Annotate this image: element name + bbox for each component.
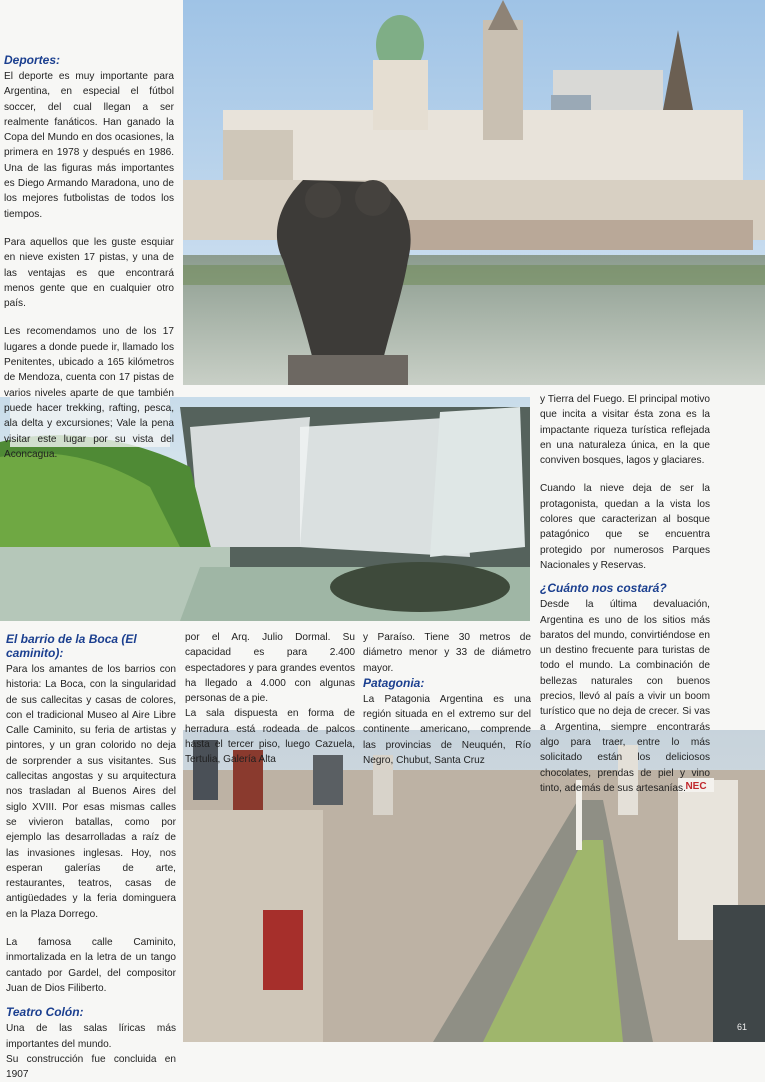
boca-paragraph-2: La famosa calle Caminito, inmortalizada en la letra de un tango cantado por Gardel, del compositor Juan de Dios Filiberto. xyxy=(6,937,176,994)
deportes-heading: Deportes: xyxy=(4,53,61,67)
boca-paragraph-1: Para los amantes de los barrios con historia: La Boca, con la singularidad de sus callecitas y casas de colores, con el tradicional Museo al Aire Libre Calle Caminito, su feria de artistas y pintores, y un gran colorido no deja de sorprender a sus visitantes. Sus callecitas angostas y su arquitectura nos trasladan al Buenos Aires del siglo XVIII. Por esas mismas calles se vivieron batallas, como por ejemplo las desarrolladas a raíz de las invasiones inglesas. Hoy, nos esperan galerías de arte, restaurantes, teatros, casas de antigüedades y la feria dominguera en la Plaza Dorrego. xyxy=(6,664,176,920)
patagonia-continued-paragraph-1: y Tierra del Fuego. El principal motivo que incita a visitar ésta zona es la impactante riqueza turística reflejada en una naturaleza única, en la que conviven bosques, lagos y glaciares. xyxy=(540,394,710,467)
deportes-section xyxy=(4,53,174,462)
patagonia-heading: Patagonia: xyxy=(363,675,425,690)
patagonia-section xyxy=(363,630,531,768)
colon-continued-paragraph-2: La sala dispuesta en forma de herradura está rodeada de palcos hasta el tercer piso, luego Cazuela, Tertulia, Galería Alta xyxy=(185,708,355,766)
patagonia-continued-section xyxy=(540,392,710,796)
costo-heading: ¿Cuánto nos costará? xyxy=(540,581,667,596)
patagonia-continued-paragraph-2: Cuando la nieve deja de ser la protagonista, quedan a la vista los colores que caracterizan al bosque patagónico que se encuentra protegido por numerosos Parques Nacionales y Reservas. xyxy=(540,483,710,571)
boca-section xyxy=(6,632,176,1082)
congress-photo xyxy=(183,0,765,385)
colon-continued-section xyxy=(185,630,355,768)
boca-heading: El barrio de la Boca (El caminito): xyxy=(6,632,137,660)
teatro-colon-paragraph-2: Su construcción fue concluida en 1907 xyxy=(6,1053,176,1081)
teatro-colon-paragraph-1: Una de las salas líricas más importantes del mundo. xyxy=(6,1023,176,1050)
page-number: 61 xyxy=(736,1022,747,1032)
nec-billboard-text: NEC xyxy=(685,781,707,792)
teatro-colon-heading: Teatro Colón: xyxy=(6,1005,84,1020)
deportes-paragraph-3: Les recomendamos uno de los 17 lugares a donde puede ir, llamado los Penitentes, ubicado a 165 kilómetros de Mendoza, cuenta con 17 pistas de varios niveles aparte de que también puede hacer trekking, rafting, pesca, ala delta y excursiones; Vale la pena visitar este lugar por su vista del Aconcagua. xyxy=(4,326,174,460)
deportes-paragraph-2: Para aquellos que les guste esquiar en nieve existen 17 pistas, y una de las ventajas es que encontrará menos gente que en cualquier otro país. xyxy=(4,236,174,310)
deportes-paragraph-1: El deporte es muy importante para Argentina, en especial el fútbol soccer, del cual llegan a ser realmente fanáticos. Han ganado la Copa del Mundo en dos ocasiones, la primera en 1978 y después en 1986. Una de las figuras más importantes es Diego Armando Maradona, uno de los mejores futbolistas de todos los tiempos. xyxy=(4,71,174,220)
colon-continued-paragraph-3: y Paraíso. Tiene 30 metros de diámetro menor y 33 de diámetro mayor. xyxy=(363,632,531,674)
patagonia-paragraph-1: La Patagonia Argentina es una región situada en el extremo sur del continente americano, comprende las provincias de Neuquén, Río Negro, Chubut, Santa Cruz xyxy=(363,693,531,767)
colon-continued-paragraph-1: por el Arq. Julio Dormal. Su capacidad es para 2.400 espectadores y para grandes eventos ha llegado a 4.000 con algunas personas de a pie. xyxy=(185,632,355,705)
costo-paragraph-1: Desde la última devaluación, Argentina es uno de los sitios más baratos del mundo, convirtiéndose en un destino frecuente para turistas de todo el mundo. La combinación de bellezas naturales con buenos precios, llevó al país a vivir un boom turístico que no deja de crecer. Si vas a Argentina, siempre encontrarás algo para traer, entre lo más solicitado están los deliciosos chocolates, prendas de piel y vino tinto, además de sus artesanías. xyxy=(540,599,710,794)
